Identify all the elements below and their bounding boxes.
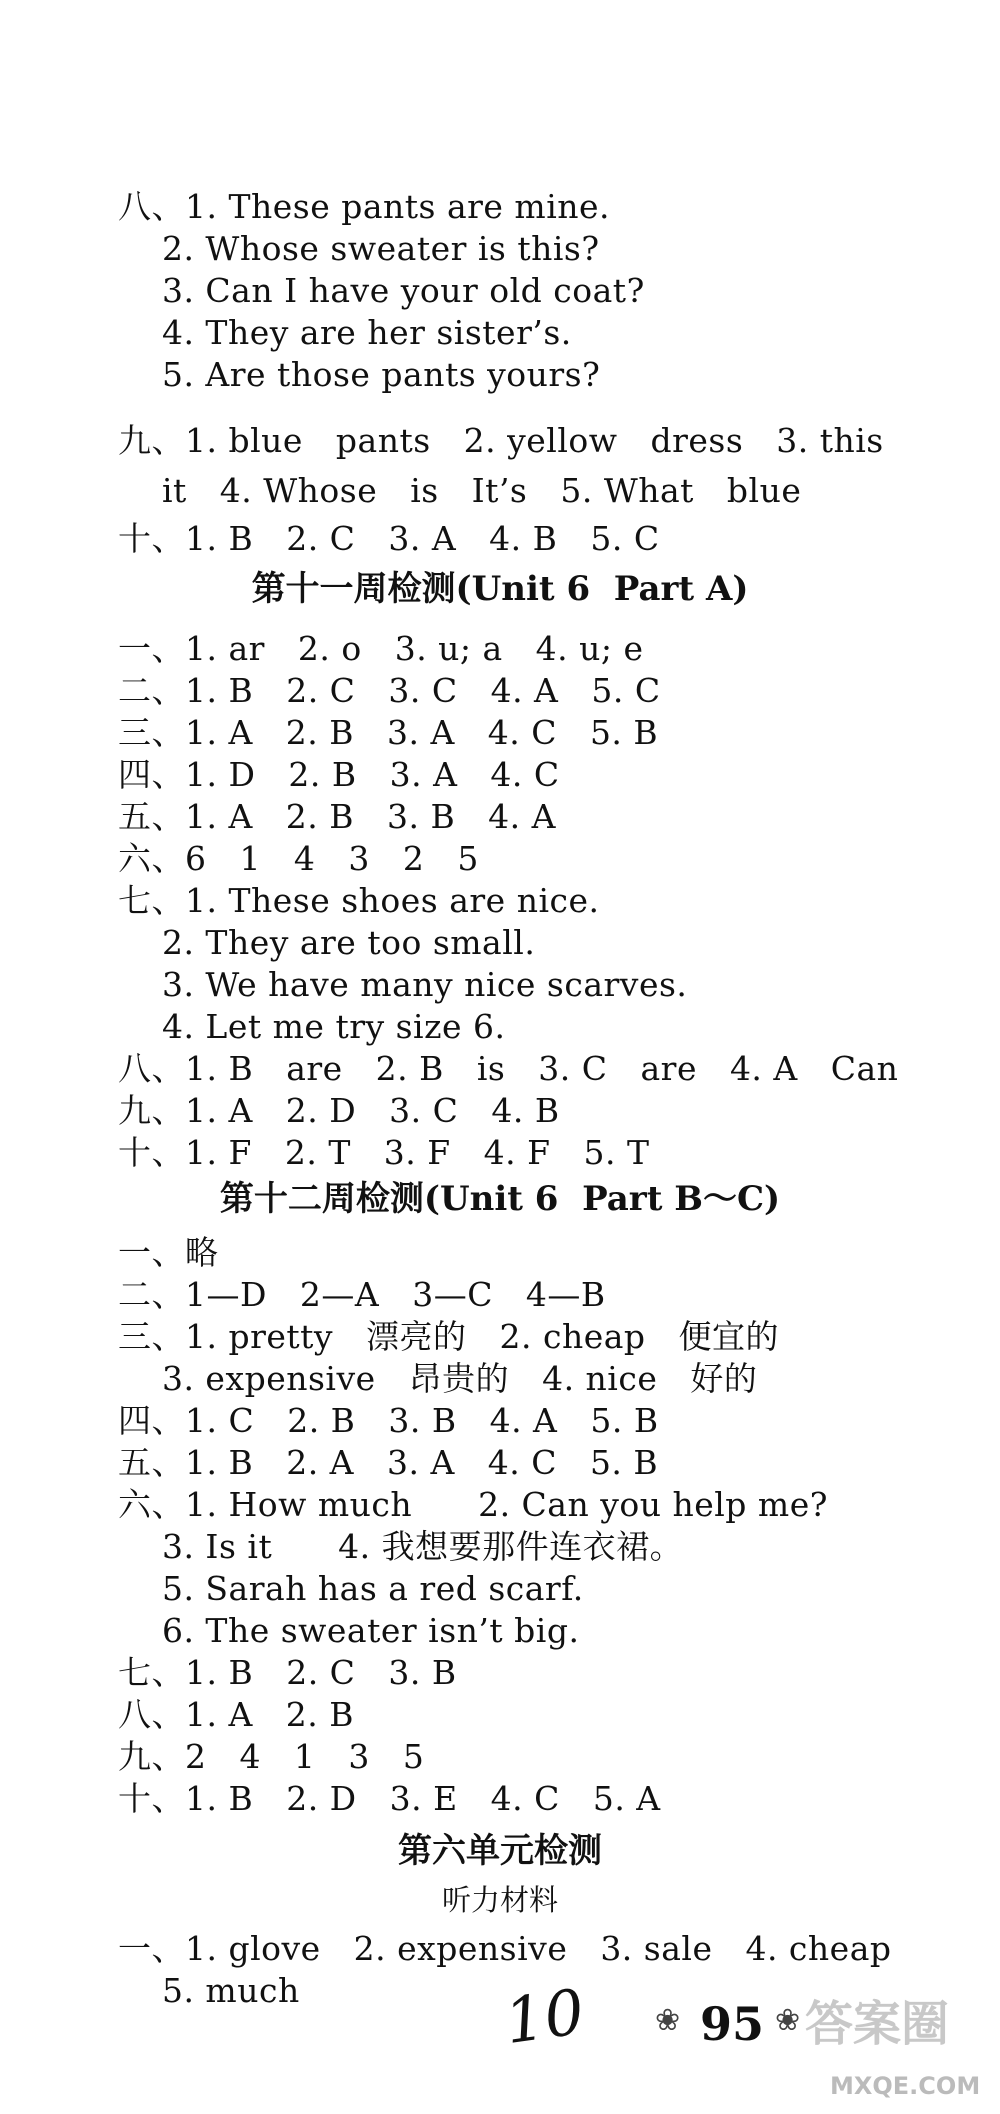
answer-line: 5. Are those pants yours?: [118, 355, 601, 394]
page-number: 95: [700, 1997, 765, 2051]
answer-line: 七、1. These shoes are nice.: [118, 881, 600, 920]
answer-line: 2. Whose sweater is this?: [118, 229, 600, 268]
answer-line: 十、1. B 2. D 3. E 4. C 5. A: [118, 1779, 661, 1818]
answer-line: 四、1. C 2. B 3. B 4. A 5. B: [118, 1401, 659, 1440]
answer-line: 3. Is it 4. 我想要那件连衣裙。: [118, 1527, 684, 1566]
watermark-url: MXQE.COM: [830, 2072, 981, 2100]
subsection-heading: 听力材料: [441, 1883, 558, 1917]
answer-line: 八、1. These pants are mine.: [118, 187, 611, 226]
answer-line: 四、1. D 2. B 3. A 4. C: [118, 755, 560, 794]
answer-line: 6. The sweater isn’t big.: [118, 1611, 580, 1650]
flower-left-icon: ❀: [655, 2003, 681, 2038]
answer-line: 六、1. How much 2. Can you help me?: [118, 1485, 828, 1524]
answer-line: 3. expensive 昂贵的 4. nice 好的: [118, 1359, 758, 1398]
handwritten-mark: 10: [500, 1974, 589, 2059]
answer-line: 三、1. A 2. B 3. A 4. C 5. B: [118, 713, 659, 752]
flower-right-icon: ❀: [775, 2003, 801, 2038]
answer-line: 一、1. glove 2. expensive 3. sale 4. cheap: [118, 1929, 892, 1968]
answer-line: 七、1. B 2. C 3. B: [118, 1653, 457, 1692]
section-heading: 第十一周检测(Unit 6 Part A): [251, 569, 749, 609]
watermark-logo: 答案圈: [805, 1996, 950, 2052]
answer-line: 五、1. A 2. B 3. B 4. A: [118, 797, 556, 836]
answer-line: 3. Can I have your old coat?: [118, 271, 645, 310]
answer-line: 一、1. ar 2. o 3. u; a 4. u; e: [118, 629, 644, 668]
answer-line: 一、略: [118, 1233, 219, 1272]
answer-line: 十、1. B 2. C 3. A 4. B 5. C: [118, 519, 660, 558]
answer-line: 5. much: [118, 1971, 300, 2010]
answer-line: 4. They are her sister’s.: [118, 313, 572, 352]
answer-line: 六、6 1 4 3 2 5: [118, 839, 479, 878]
answer-line: 二、1—D 2—A 3—C 4—B: [118, 1275, 606, 1314]
answer-line: 九、2 4 1 3 5: [118, 1737, 425, 1776]
section-heading: 第六单元检测: [398, 1831, 602, 1871]
answer-line: 十、1. F 2. T 3. F 4. F 5. T: [118, 1133, 650, 1172]
answer-line: 八、1. B are 2. B is 3. C are 4. A Can: [118, 1049, 899, 1088]
answer-line: 3. We have many nice scarves.: [118, 965, 688, 1004]
answer-line: 5. Sarah has a red scarf.: [118, 1569, 584, 1608]
answer-line: 三、1. pretty 漂亮的 2. cheap 便宜的: [118, 1317, 780, 1356]
answer-line: 九、1. blue pants 2. yellow dress 3. this: [118, 421, 884, 460]
answer-line: 4. Let me try size 6.: [118, 1007, 506, 1046]
answer-line: 八、1. A 2. B: [118, 1695, 355, 1734]
answer-line: it 4. Whose is It’s 5. What blue: [118, 471, 802, 510]
answer-line: 五、1. B 2. A 3. A 4. C 5. B: [118, 1443, 659, 1482]
answer-line: 九、1. A 2. D 3. C 4. B: [118, 1091, 560, 1130]
section-heading: 第十二周检测(Unit 6 Part B～C): [219, 1179, 781, 1219]
answer-line: 2. They are too small.: [118, 923, 536, 962]
answer-line: 二、1. B 2. C 3. C 4. A 5. C: [118, 671, 661, 710]
